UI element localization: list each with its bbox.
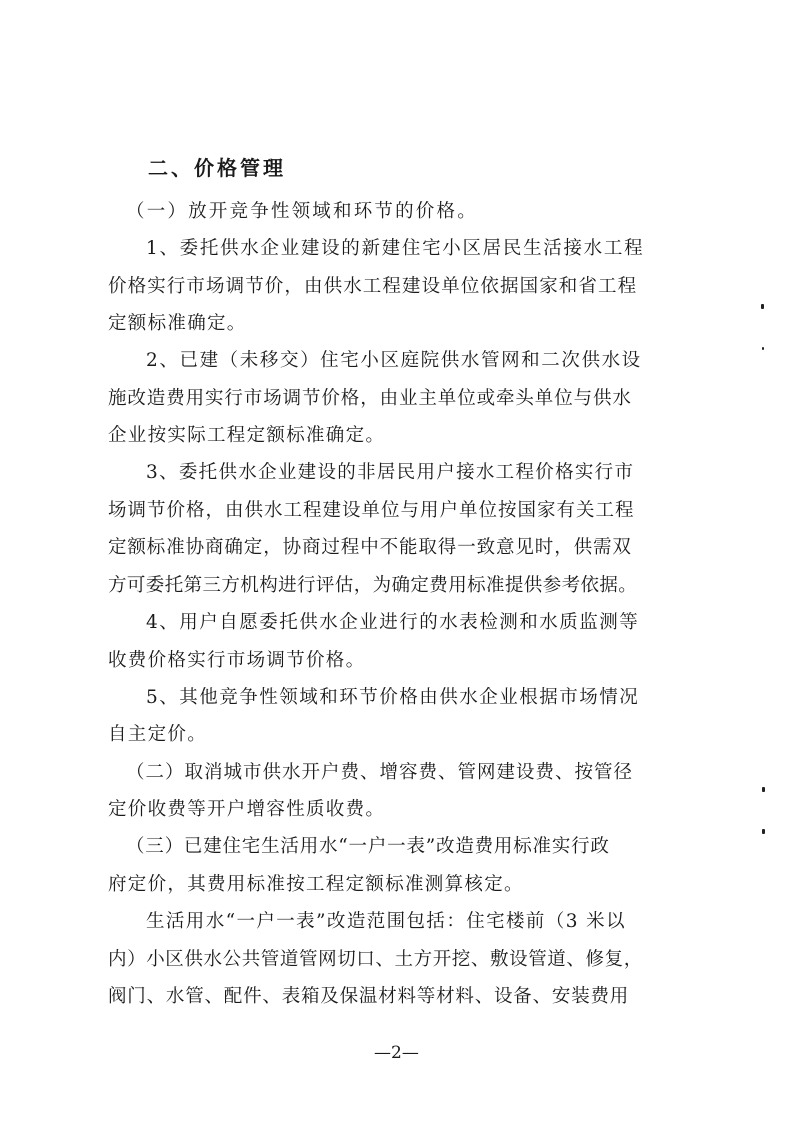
paragraph-line: 价格实行市场调节价，由供水工程建设单位依据国家和省工程 bbox=[108, 276, 638, 297]
paragraph-line: 3、委托供水企业建设的非居民用户接水工程价格实行市 bbox=[146, 462, 635, 483]
paragraph-line: 府定价，其费用标准按工程定额标准测算核定。 bbox=[108, 874, 524, 895]
paragraph-line: 方可委托第三方机构进行评估，为确定费用标准提供参考依据。 bbox=[108, 575, 638, 596]
paragraph-line: 内）小区供水公共管道管网切口、土方开挖、敷设管道、修复， bbox=[108, 949, 643, 970]
paragraph-line: 2、已建（未移交）住宅小区庭院供水管网和二次供水设 bbox=[146, 350, 642, 371]
paragraph-line: 定额标准确定。 bbox=[108, 313, 247, 334]
paragraph-line: （二）取消城市供水开户费、增容费、管网建设费、按管径 bbox=[126, 762, 634, 783]
paragraph-line: 4、用户自愿委托供水企业进行的水表检测和水质监测等 bbox=[146, 612, 640, 633]
scan-speck bbox=[762, 347, 764, 350]
paragraph-line: 1、委托供水企业建设的新建住宅小区居民生活接水工程 bbox=[146, 238, 645, 259]
section-heading: 二、价格管理 bbox=[148, 156, 286, 180]
page-number: —2— bbox=[374, 1043, 419, 1063]
paragraph-line: 定价收费等开户增容性质收费。 bbox=[108, 799, 386, 820]
paragraph-line: （一）放开竞争性领域和环节的价格。 bbox=[126, 201, 478, 222]
paragraph-line: 阀门、水管、配件、表箱及保温材料等材料、设备、安装费用 bbox=[108, 986, 630, 1007]
paragraph-line: 自主定价。 bbox=[108, 724, 208, 745]
paragraph-line: 生活用水“一户一表”改造范围包括：住宅楼前（3 米以 bbox=[146, 911, 626, 932]
scan-speck bbox=[762, 829, 765, 834]
paragraph-line: 施改造费用实行市场调节价格，由业主单位或牵头单位与供水 bbox=[108, 388, 632, 409]
paragraph-line: 5、其他竞争性领域和环节价格由供水企业根据市场情况 bbox=[146, 687, 640, 708]
paragraph-line: 收费价格实行市场调节价格。 bbox=[108, 650, 366, 671]
paragraph-line: 场调节价格，由供水工程建设单位与用户单位按国家有关工程 bbox=[108, 500, 635, 521]
scan-speck bbox=[762, 787, 765, 792]
paragraph-line: 定额标准协商确定，协商过程中不能取得一致意见时，供需双 bbox=[108, 537, 632, 558]
paragraph-line: 企业按实际工程定额标准确定。 bbox=[108, 425, 386, 446]
paragraph-line: （三）已建住宅生活用水“一户一表”改造费用标准实行政 bbox=[126, 836, 610, 857]
scan-speck bbox=[761, 304, 764, 309]
